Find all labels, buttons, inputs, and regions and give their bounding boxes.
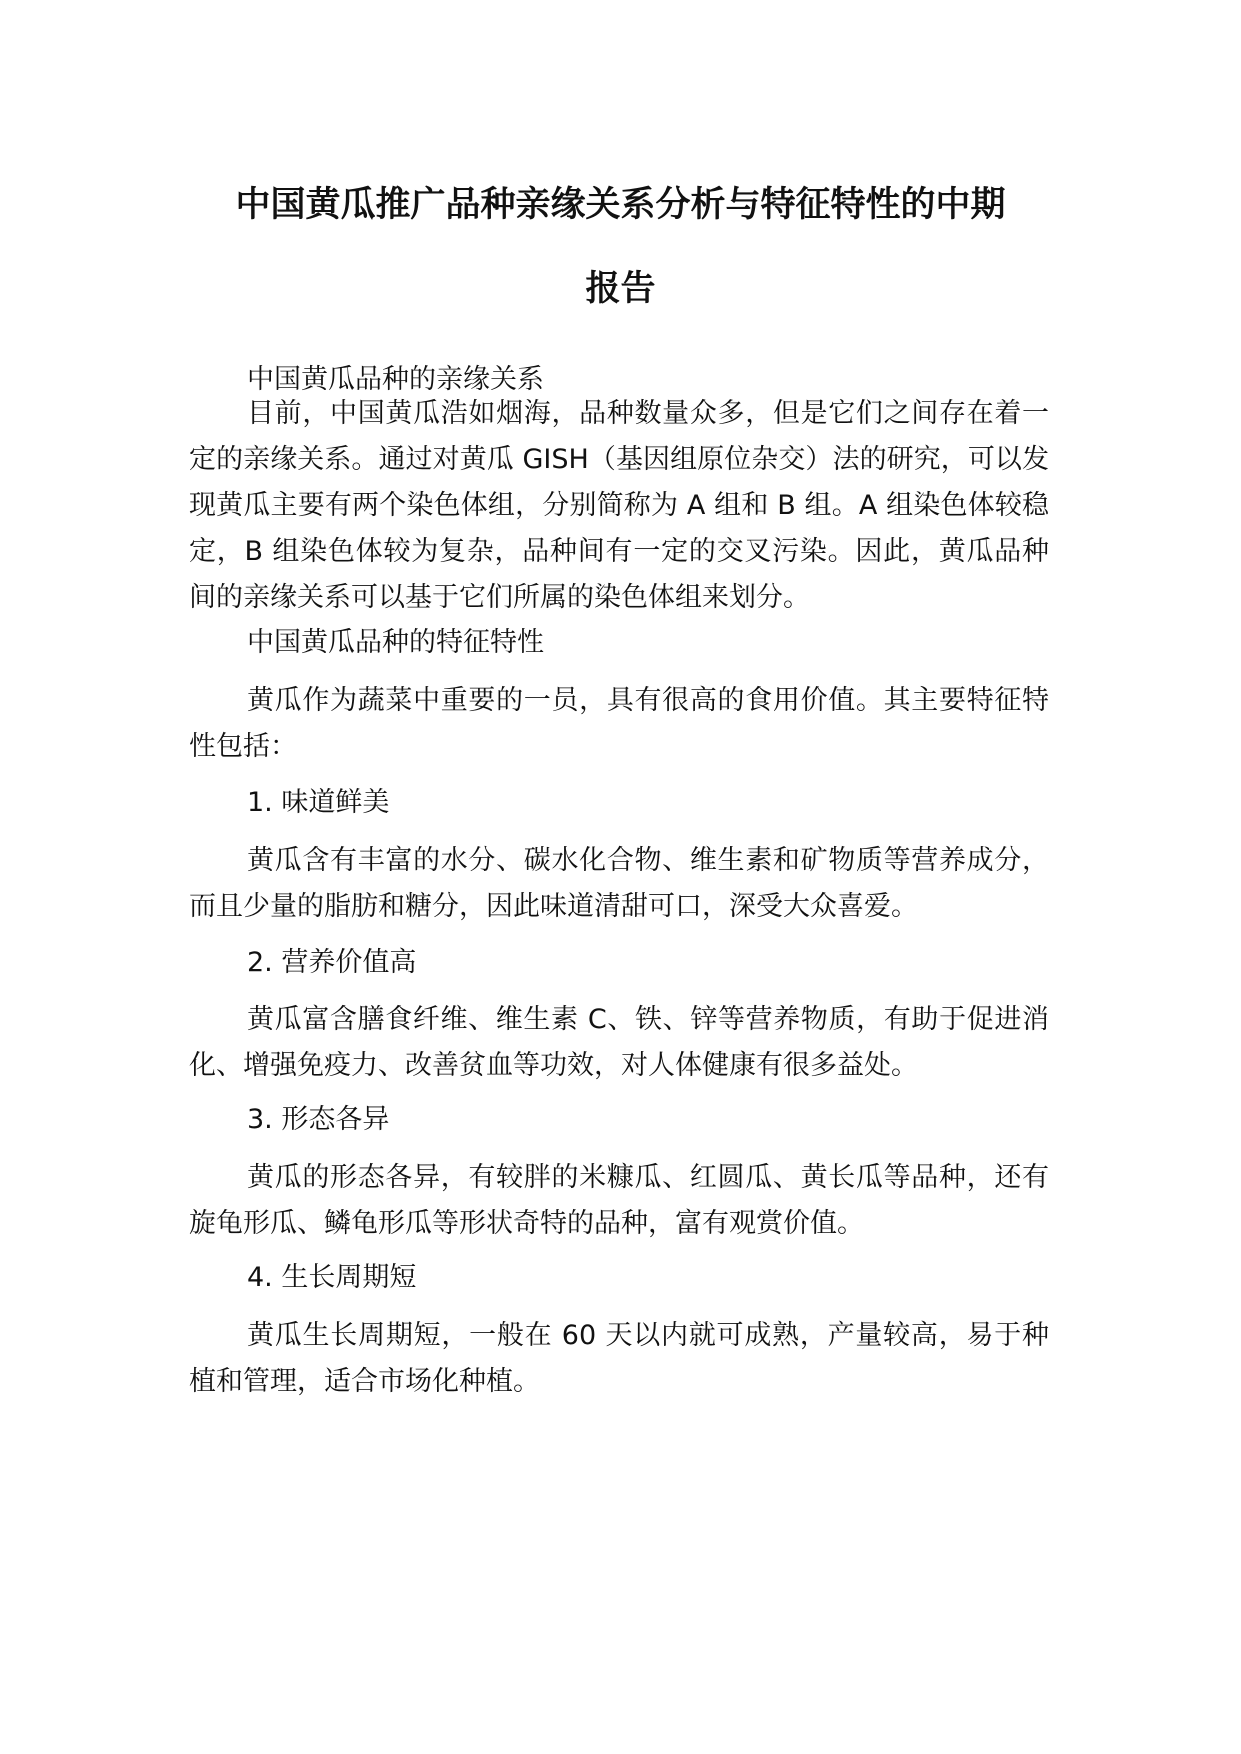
feature-paragraph-growth: 黄瓜生长周期短，一般在 60 天以内就可成熟，产量较高，易于种植和管理，适合市场化种植。: [189, 1320, 1049, 1397]
paragraph-kinship: 目前，中国黄瓜浩如烟海，品种数量众多，但是它们之间存在着一定的亲缘关系。通过对黄瓜 GISH（基因组原位杂交）法的研究，可以发现黄瓜主要有两个染色体组，分别简称为 A 组和 B 组。A 组染色体较稳定，B 组染色体较为复杂，品种间有一定的交叉污染。因此，黄瓜品种间的亲缘关系可以基于它们所属的染色体组来划分。: [189, 398, 1049, 613]
feature-heading-growth: 4. 生长周期短: [247, 1262, 417, 1293]
feature-heading-shape: 3. 形态各异: [247, 1104, 390, 1135]
document-title-line-2: 报告: [585, 269, 656, 309]
feature-paragraph-shape: 黄瓜的形态各异，有较胖的米糠瓜、红圆瓜、黄长瓜等品种，还有旋龟形瓜、鳞龟形瓜等形状奇特的品种，富有观赏价值。: [189, 1162, 1049, 1239]
paragraph-characteristics-intro: 黄瓜作为蔬菜中重要的一员，具有很高的食用价值。其主要特征特性包括：: [189, 685, 1049, 762]
feature-paragraph-taste: 黄瓜含有丰富的水分、碳水化合物、维生素和矿物质等营养成分，而且少量的脂肪和糖分，因此味道清甜可口，深受大众喜爱。: [189, 845, 1049, 922]
feature-heading-nutrition: 2. 营养价值高: [247, 947, 417, 978]
feature-paragraph-nutrition: 黄瓜富含膳食纤维、维生素 C、铁、锌等营养物质，有助于促进消化、增强免疫力、改善贫血等功效，对人体健康有很多益处。: [189, 1004, 1049, 1081]
section-heading-kinship: 中国黄瓜品种的亲缘关系: [247, 364, 544, 395]
document-title-line-1: 中国黄瓜推广品种亲缘关系分析与特征特性的中期: [235, 185, 1006, 225]
feature-heading-taste: 1. 味道鲜美: [247, 787, 390, 818]
section-heading-characteristics: 中国黄瓜品种的特征特性: [247, 627, 544, 658]
